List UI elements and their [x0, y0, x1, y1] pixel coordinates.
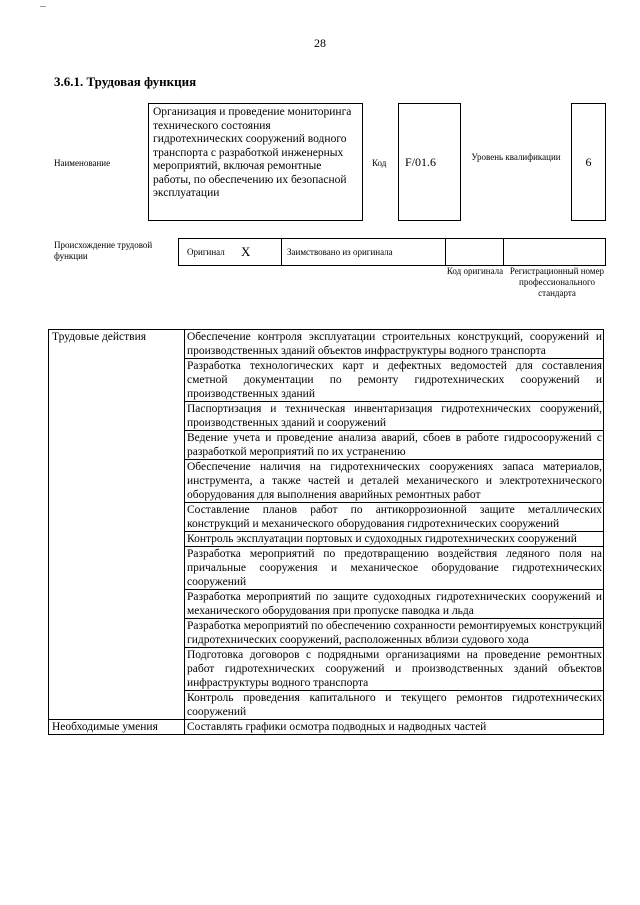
- labor-action-item: Контроль эксплуатации портовых и судоходных гидротехнических сооружений: [185, 532, 604, 547]
- skills-label: Необходимые умения: [49, 720, 185, 735]
- name-value: Организация и проведение мониторинга технического состояния гидротехнических сооружений водного транспорта с разработкой инженерных мероприятий, включая ремонтные работы, по обеспечению их безопасной эксплуатации: [148, 103, 363, 221]
- labor-action-item: Контроль проведения капитального и текущего ремонтов гидротехнических сооружений: [185, 691, 604, 720]
- labor-action-item: Ведение учета и проведение анализа аварий, сбоев в работе гидросооружений с разработкой мероприятий по их устранению: [185, 431, 604, 460]
- level-box: [571, 103, 606, 221]
- labor-action-item: Обеспечение контроля эксплуатации строительных конструкций, сооружений и производственных зданий объектов инфраструктуры водного транспорта: [185, 330, 604, 359]
- labor-action-item: Разработка мероприятий по защите судоходных гидротехнических сооружений и механического оборудования при пропуске паводка и льда: [185, 590, 604, 619]
- code-box: [398, 103, 461, 221]
- code-caption: Код оригинала: [446, 266, 504, 276]
- origin-label: Происхождение трудовой функции: [54, 240, 153, 261]
- name-label: Наименование: [54, 158, 111, 168]
- labor-action-item: Обеспечение наличия на гидротехнических сооружениях запаса материалов, инструмента, а также частей и деталей механического и электротехнического оборудования для выполнения аварийных ремонтных работ: [185, 460, 604, 503]
- table-row: [49, 330, 604, 359]
- section-title: 3.6.1. Трудовая функция: [54, 74, 197, 89]
- labor-action-item: Разработка технологических карт и дефектных ведомостей для составления сметной документации по ремонту гидротехнических сооружений и производственных зданий: [185, 359, 604, 402]
- skill-item: Составлять графики осмотра подводных и надводных частей: [185, 720, 604, 735]
- level-value: 6: [585, 155, 592, 169]
- labor-table: [48, 329, 604, 735]
- table-row: [49, 720, 604, 735]
- original-label: Оригинал: [187, 247, 225, 257]
- labor-actions-label: Трудовые действия: [49, 330, 185, 720]
- labor-action-item: Составление планов работ по антикоррозионной защите металлических конструкций и механического оборудования гидротехнических сооружений: [185, 503, 604, 532]
- code-value: F/01.6: [405, 155, 437, 169]
- labor-action-item: Разработка мероприятий по предотвращению воздействия ледяного поля на причальные сооружения и механическое оборудование гидротехнических сооружений: [185, 547, 604, 590]
- labor-action-item: Подготовка договоров с подрядными организациями на проведение ремонтных работ гидротехнических сооружений и производственных зданий объектов инфраструктуры водного транспорта: [185, 648, 604, 691]
- labor-action-item: Разработка мероприятий по обеспечению сохранности ремонтируемых конструкций гидротехнических сооружений, расположенных вблизи судового хода: [185, 619, 604, 648]
- page-number: 28: [314, 36, 326, 50]
- original-mark: X: [241, 244, 251, 259]
- origin-table: [178, 238, 606, 266]
- code-label: Код: [372, 158, 387, 168]
- level-label: Уровень квалификации: [471, 152, 561, 162]
- labor-action-item: Паспортизация и техническая инвентаризация гидротехнических сооружений, производственных зданий и сооружений: [185, 402, 604, 431]
- borrowed-label: Заимствовано из оригинала: [287, 247, 393, 257]
- scan-mark: [40, 6, 46, 7]
- reg-caption: Регистрационный номер профессионального стандарта: [509, 266, 605, 298]
